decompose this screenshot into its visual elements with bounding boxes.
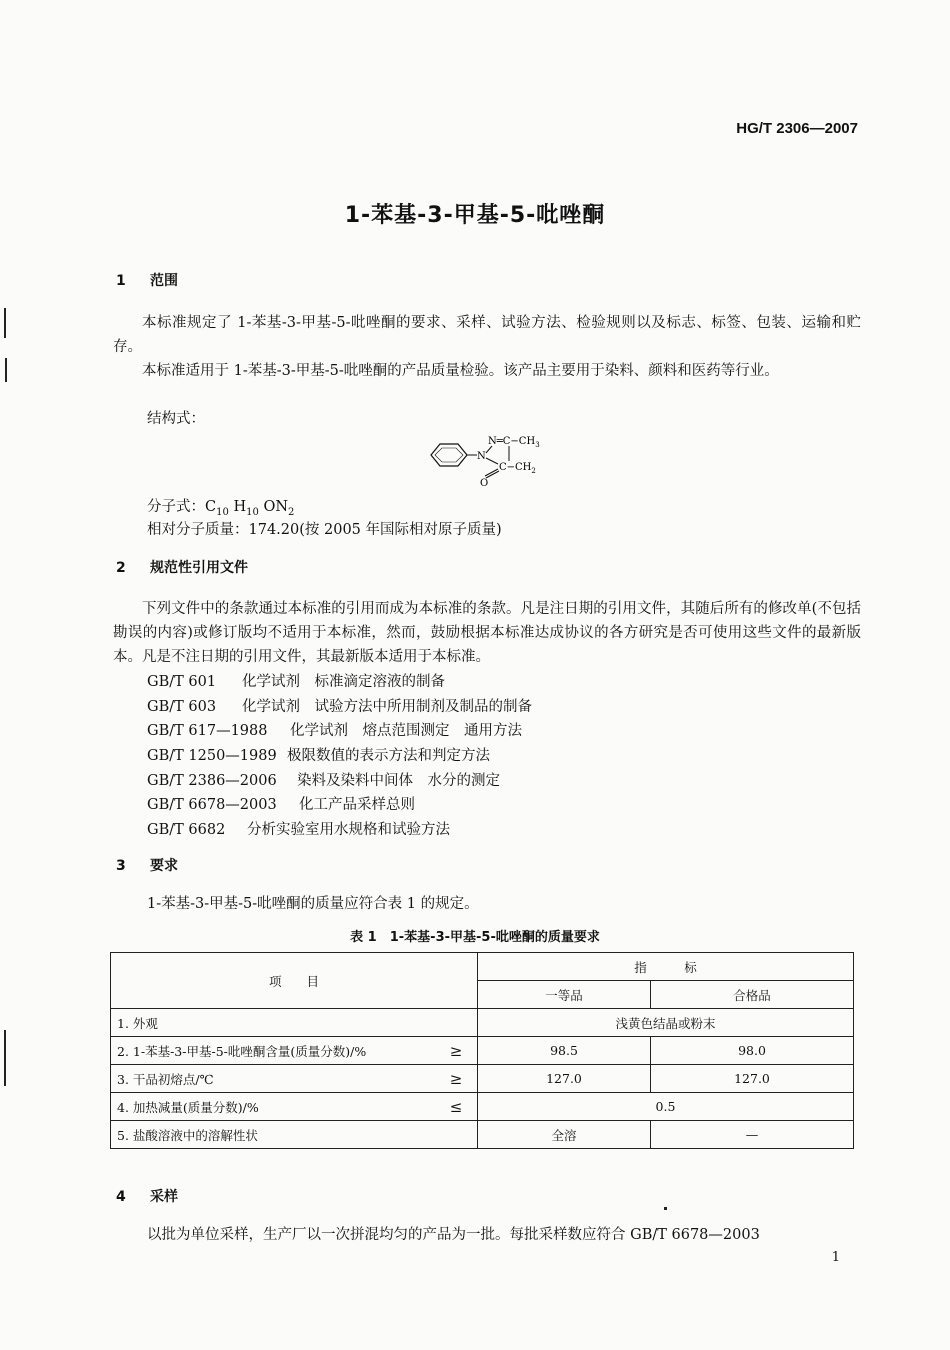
table-header-item: 项 目	[111, 953, 478, 1009]
bond-n-n	[486, 446, 492, 453]
row-item: 5. 盐酸溶液中的溶解性状	[111, 1121, 478, 1149]
benzene-inner-ring	[435, 448, 463, 462]
row-item: 4. 加热减量(质量分数)/%	[111, 1093, 436, 1121]
table-row	[111, 1093, 854, 1121]
scan-mark	[5, 358, 7, 382]
scan-mark	[4, 1030, 6, 1086]
row-comparator: ≥	[435, 1065, 478, 1093]
reference-item: GB/T 6678—2003 化工产品采样总则	[147, 797, 415, 813]
table-header-index: 指 标	[478, 953, 854, 981]
page-number: 1	[831, 1250, 840, 1265]
section-title: 要求	[150, 858, 178, 874]
row-comparator: ≥	[435, 1037, 478, 1065]
section-1-heading	[116, 270, 178, 290]
row-value-merged: 0.5	[478, 1093, 854, 1121]
row-value-merged: 浅黄色结晶或粉末	[478, 1009, 854, 1037]
section-number: 3	[116, 858, 126, 874]
quality-requirements-table	[110, 952, 854, 1149]
section-4-paragraph: 以批为单位采样，生产厂以一次拼混均匀的产品为一批。每批采样数应符合 GB/T 6678—2003	[147, 1227, 760, 1243]
reference-item: GB/T 617—1988 化学试剂 熔点范围测定 通用方法	[147, 723, 522, 739]
c-ch2: $C-CH_2$	[499, 462, 536, 475]
table-row	[111, 1037, 854, 1065]
row-value-first: 全溶	[478, 1121, 651, 1149]
molecular-formula: 分子式：$C_{10}$ $H_{10}$ $ON_2$	[147, 499, 295, 518]
row-value-first: 98.5	[478, 1037, 651, 1065]
section-4-heading	[116, 1186, 178, 1206]
section-number: 2	[116, 560, 126, 576]
row-item: 1. 外观	[111, 1009, 478, 1037]
section-3-paragraph: 1-苯基-3-甲基-5-吡唑酮的质量应符合表 1 的规定。	[147, 896, 479, 912]
section-number: 1	[116, 273, 126, 289]
row-item: 3. 干品初熔点/℃	[111, 1065, 436, 1093]
section-title: 范围	[150, 273, 178, 289]
table-caption: 表 1 1-苯基-3-甲基-5-吡唑酮的质量要求	[350, 930, 600, 945]
section-number: 4	[116, 1189, 126, 1205]
document-title: 1-苯基-3-甲基-5-吡唑酮	[344, 203, 606, 228]
table-header-first-grade: 一等品	[478, 981, 651, 1009]
reference-item: GB/T 601 化学试剂 标准滴定溶液的制备	[147, 674, 445, 690]
standard-code: HG/T 2306—2007	[736, 120, 858, 137]
table-row	[111, 1009, 854, 1037]
row-value-qualified: —	[651, 1121, 854, 1149]
table-row	[111, 1065, 854, 1093]
row-value-first: 127.0	[478, 1065, 651, 1093]
row-value-qualified: 127.0	[651, 1065, 854, 1093]
section-1-paragraph-2: 本标准适用于 1-苯基-3-甲基-5-吡唑酮的产品质量检验。该产品主要用于染料、颜料和医药等行业。	[142, 363, 779, 379]
reference-item: GB/T 603 化学试剂 试验方法中所用制剂及制品的制备	[147, 699, 532, 715]
reference-item: GB/T 2386—2006 染料及染料中间体 水分的测定	[147, 773, 500, 789]
molecular-mass: 相对分子质量：174.20(按 2005 年国际相对原子质量)	[147, 522, 502, 538]
row-comparator: ≤	[435, 1093, 478, 1121]
n-eq-c-ch3: $N═C-CH_3$	[488, 436, 540, 449]
structure-label: 结构式：	[147, 411, 205, 427]
reference-item: GB/T 1250—1989 极限数值的表示方法和判定方法	[147, 748, 490, 764]
section-title: 采样	[150, 1189, 178, 1205]
section-title: 规范性引用文件	[150, 560, 248, 576]
reference-item: GB/T 6682 分析实验室用水规格和试验方法	[147, 822, 450, 838]
n-atom: N	[477, 451, 486, 462]
row-value-qualified: 98.0	[651, 1037, 854, 1065]
benzene-ring	[431, 444, 467, 466]
table-row	[111, 1121, 854, 1149]
table-header-qualified: 合格品	[651, 981, 854, 1009]
structural-formula	[420, 428, 570, 490]
o-atom: O	[480, 478, 489, 489]
section-2-heading	[116, 557, 248, 577]
section-2-paragraph: 下列文件中的条款通过本标准的引用而成为本标准的条款。凡是注日期的引用文件，其随后所有的修改单(不包括勘误的内容)或修订版均不适用于本标准，然而，鼓励根据本标准达成协议的各方研究是否可使用这些文件的最新版本。凡是不注日期的引用文件，其最新版本适用于本标准。	[113, 601, 861, 665]
scan-dot	[664, 1207, 667, 1210]
bond-n-c	[486, 458, 498, 464]
section-3-heading	[116, 855, 178, 875]
scan-mark	[4, 308, 6, 338]
row-item: 2. 1-苯基-3-甲基-5-吡唑酮含量(质量分数)/%	[111, 1037, 436, 1065]
section-1-paragraph-1: 本标准规定了 1-苯基-3-甲基-5-吡唑酮的要求、采样、试验方法、检验规则以及标志、标签、包装、运输和贮存。	[113, 315, 861, 355]
